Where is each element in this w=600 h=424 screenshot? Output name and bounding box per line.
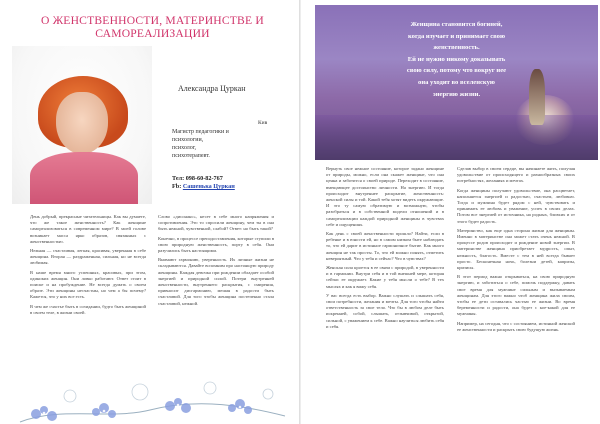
- author-name: Александра Цуркан: [178, 84, 246, 93]
- paragraph: Сделав выбор в своем сердце, вы начинаете жить, получая удовольствие от происходящего и разнообразных своих потребностях, желаниях и мечтах.: [457, 166, 575, 184]
- lavender-field: [315, 115, 598, 160]
- author-credentials: [172, 128, 272, 160]
- paragraph: Вернуть свое нежное состояние, которое задано женщине от природы, можно, если она скажет женщине, что она ценна и заботится о своей природе. Переходит в состояние, вмещающее достоинство личности. На энергию. И тогда происходит внутреннее раскрытие, женственность: женской силы и той. Какой тебя хотят видеть окружающие. И это ту самую обратимую и возможную, чтобы разобраться и в собственной модели отношений и в самореализации каждой природной женщины в чувствах себе и ощущениях.: [326, 166, 444, 227]
- paragraph: Как день с своей женственности прошло? Найти, если в ребенке и в юности ей, но в самом низком быте наблюдать то, что ей дарит в истинное гармоничное бытие. Как много женщин не так просты. То, что ей можно понять, отметить невероятный. Что у тебя и сейчас? Что в чувствах?: [326, 231, 444, 261]
- credential-line: психологии,: [172, 137, 204, 143]
- paragraph: Слово «дисонанс», несет в себе много напряжения и сопротивления. Это то спросили женщину, чем ты в она быть нежной, чувственной, слабой? Ответ: но быть такой?: [158, 214, 274, 232]
- lavender-field-photo: [315, 5, 598, 160]
- paragraph: Материнство, как еще одна сторона жизни для женщины. Именно в материнстве она может стать очень нежной. В процессе родов происходит и рождение новой энергии. В материнстве женщина приобретает мудрость, опыт, нежность, благость. Вместе с тем в ней всегда бывает просто. Бесконечная ночь, болезни детей, капризы, кризисы.: [457, 227, 575, 271]
- paragraph: Нежная — счастливая, легкая, красивая, уверенная в себе женщина. Вторая — раздраженная, сильная, но не всегда любимая.: [30, 248, 146, 266]
- portrait-face: [56, 92, 108, 154]
- quote-line: Женщина становится богиней,: [410, 21, 503, 28]
- right-page: [301, 0, 600, 424]
- author-location: Кив: [258, 120, 268, 126]
- paragraph: У вас всегда есть выбор. Важно слушать и слышать себя, свои потребности, желания и мечты. Для того чтобы найти ответственность за свое тело. Что бы в любом деле быть искренней, собой, слышать, отзывчивой, открытой, сильной, с уважением к себе. Важно научиться любить себя и себя.: [326, 292, 444, 329]
- paragraph: В наше время много успешных, красивых, при этом, одиноких женщин. Они ловко работают. Ответ стоит в поиске и на пробуждение. Не всегда думать о своем образе. Эти женщины несчастны, но чем а бы почему? Кажется, что у них все есть.: [30, 269, 146, 300]
- left-text-column-1: [30, 214, 146, 319]
- quote-line: энергию жизни.: [432, 90, 481, 98]
- quote-line: женственность.: [433, 44, 480, 52]
- portrait-shirt: [30, 152, 138, 204]
- quote-line: свою силу, потому что вокруг нее: [406, 67, 507, 75]
- paragraph: Внимают гармонию, уверенность. Их личные жизни не складываются. Давайте вспомним про настоящую природу женщины. Каждая девочка при рождении обладает особой энергией и природной силой. Потери внутренней женственности, внутреннего раскрытия, с смирения, привносит дисгармонию, мешая в радости быть счастливой. Для того чтобы женщина постепенно стала счастливой, нежной.: [158, 257, 274, 306]
- quote-line: она уходит во вселенскую: [418, 78, 495, 86]
- paragraph: День добрый, прекрасные читательницы. Как вы думаете, что же такое женственность? Как женщине самореализоваться в современном мире? В моей голове возникает масса ярко образов, связанных с женственностью.: [30, 214, 146, 244]
- left-page: [0, 0, 299, 424]
- right-text-column-2: [457, 166, 575, 336]
- paragraph: Женская сила кроется в ее связи с природой, в уверенности и в гармонии. Внутри себя и в той внешней мере, которая сейчас ее окружает. Какие у тебя мысли о тебе? В тех мыслях и как я вижу себя.: [326, 265, 444, 289]
- paragraph: Когда женщины получают удовольствие, она расцветает, наполняется энергией и радостью, счастьем, любовью. Тогда и мужчина будет рядом с ней, чувствовать и принимать ее любовь и уважение, успех в своих делах. Потом все энергией от источника, на родных, близких и от этого будет радость.: [457, 187, 575, 224]
- facebook-link[interactable]: Сашенька Цуркан: [182, 183, 235, 190]
- author-portrait: [12, 46, 152, 204]
- author-contact: [172, 175, 235, 191]
- article-title: О ЖЕНСТВЕННОСТИ, МАТЕРИНСТВЕ И САМОРЕАЛИЗАЦИИ: [41, 14, 264, 40]
- paragraph: Конечно, в процессе преподоставления, которые ступили в свою природную женственность, порту в себя. Они разучились быть настоящими.: [158, 235, 274, 254]
- flower-decoration: [0, 376, 299, 424]
- paragraph: В чем же счастье быть в созидании, будто быть женщиной в своем теле, в жизни своей.: [30, 303, 146, 315]
- paragraph: Например, на сегодня, что с состоянием, истинной женской ее женственности и раскрыть свою будущую жизнь.: [457, 320, 575, 332]
- quote-line: когда изучает и принимает свою: [407, 32, 506, 40]
- right-text-column-1: [326, 166, 444, 333]
- credential-line: Магистр педагогики и: [172, 129, 229, 135]
- author-facebook: [172, 183, 235, 191]
- credential-line: психолог,: [172, 145, 197, 151]
- facebook-label: Fb:: [172, 183, 182, 190]
- paragraph: В этот период важно открываться, на свою природную энергию, и заботиться о себе, помочь поддержку, давать свое время для мужчине сильным и вызываемым женщинам. Для этого важно чтоб женщина жила своим, чтобы ее дети оставались частью ее жизни. Во время беременности и радости, она будет с кое-какой для ее мужчины.: [457, 274, 575, 317]
- quote-line: Ей не нужно никому доказывать: [407, 55, 506, 63]
- credential-line: психотерапевт.: [172, 153, 210, 159]
- photo-quote: [315, 19, 598, 100]
- author-phone: Тел: 098-60-82-767: [172, 175, 223, 182]
- left-text-column-2: [158, 214, 274, 310]
